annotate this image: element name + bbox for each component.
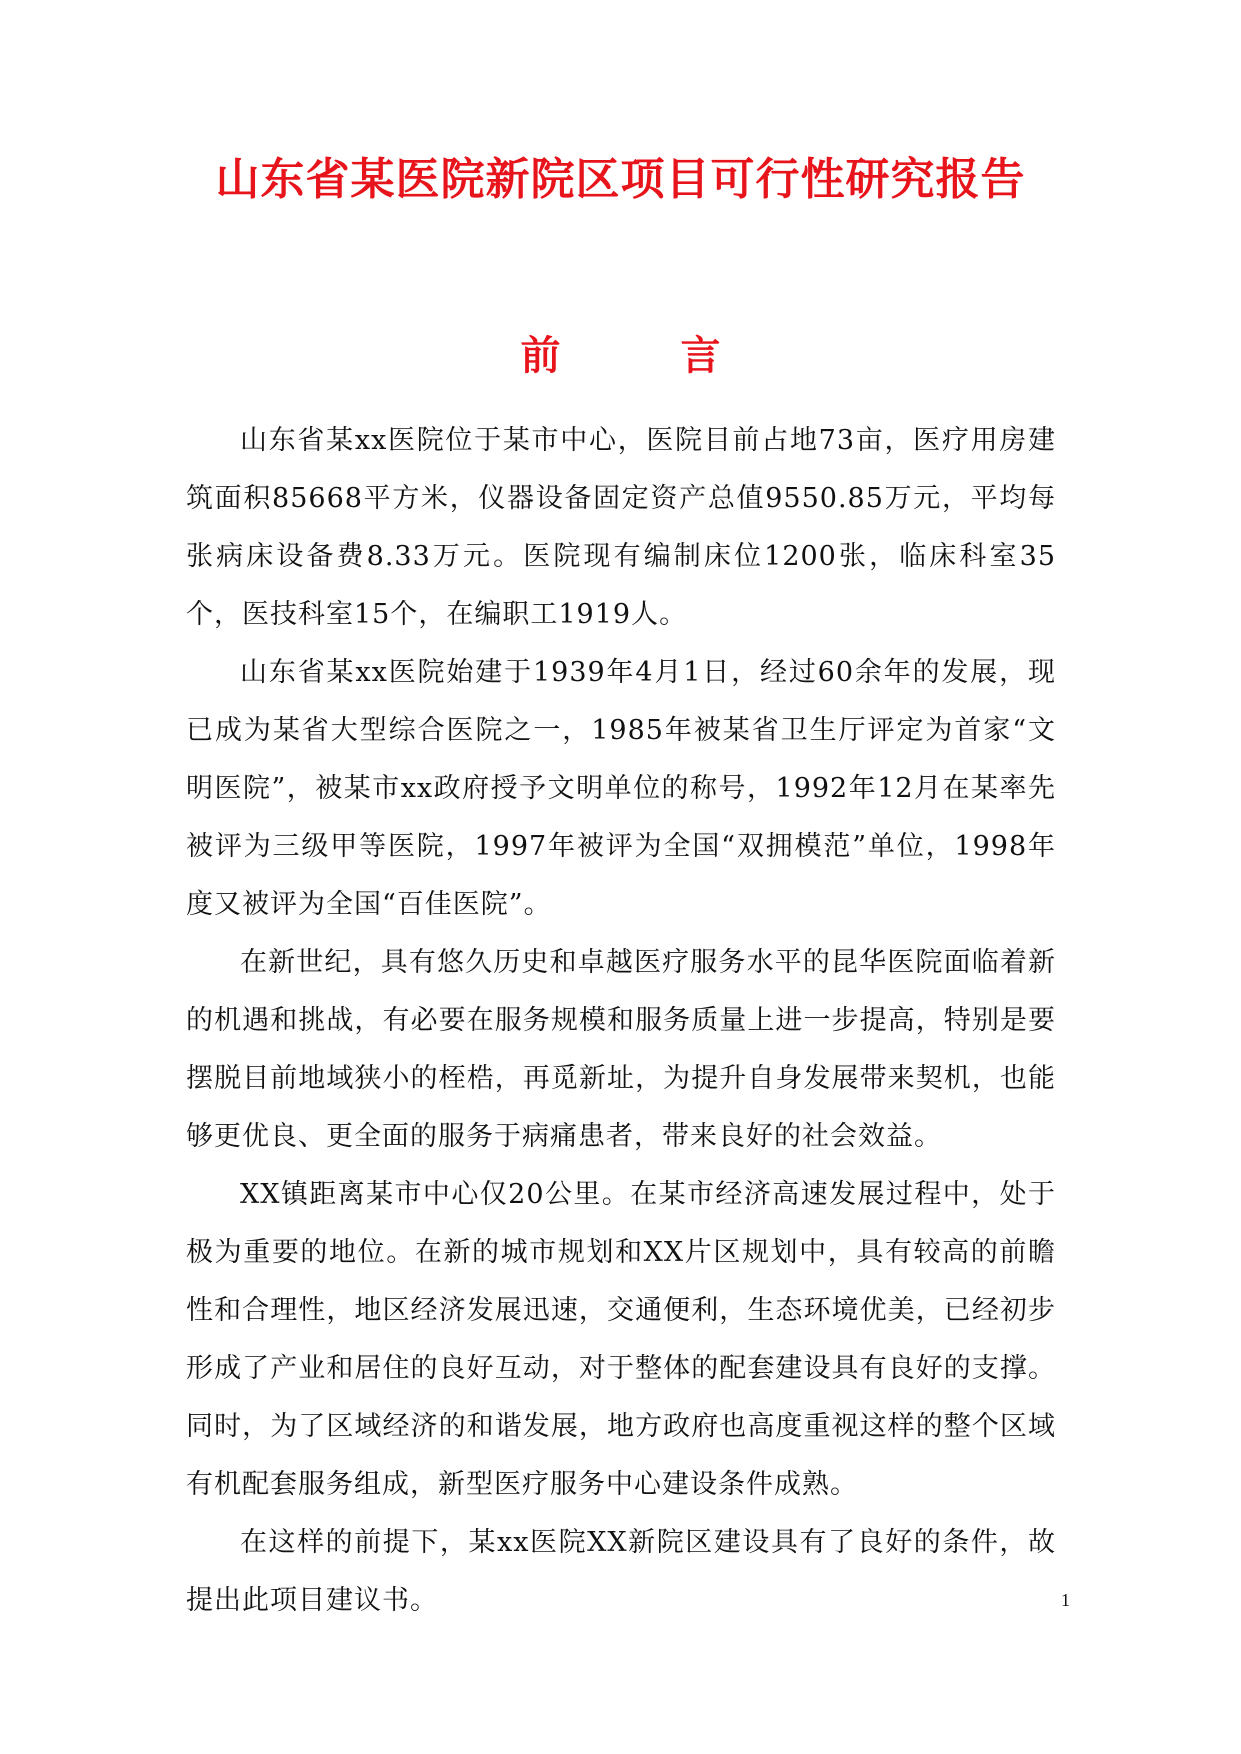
section-heading-preface: 前 言: [520, 332, 721, 379]
document-title: 山东省某医院新院区项目可行性研究报告: [215, 154, 1026, 205]
page-number: 1: [1061, 1590, 1070, 1610]
document-body: [186, 412, 1056, 1630]
paragraph-4: XX镇距离某市中心仅20公里。在某市经济高速发展过程中，处于极为重要的地位。在新的城市规划和XX片区规划中，具有较高的前瞻性和合理性，地区经济发展迅速，交通便利，生态环境优美，已经初步形成了产业和居住的良好互动，对于整体的配套建设具有良好的支撑。同时，为了区域经济的和谐发展，地方政府也高度重视这样的整个区域有机配套服务组成，新型医疗服务中心建设条件成熟。: [186, 1179, 1056, 1500]
paragraph-5: 在这样的前提下，某xx医院XX新院区建设具有了良好的条件，故提出此项目建议书。: [186, 1527, 1056, 1616]
paragraph-2: 山东省某xx医院始建于1939年4月1日，经过60余年的发展，现已成为某省大型综合医院之一，1985年被某省卫生厅评定为首家“文明医院”，被某市xx政府授予文明单位的称号，1992年12月在某率先被评为三级甲等医院，1997年被评为全国“双拥模范”单位，1998年度又被评为全国“百佳医院”。: [186, 657, 1056, 920]
paragraph-3: 在新世纪，具有悠久历史和卓越医疗服务水平的昆华医院面临着新的机遇和挑战，有必要在服务规模和服务质量上进一步提高，特别是要摆脱目前地域狭小的桎梏，再觅新址，为提升自身发展带来契机，也能够更优良、更全面的服务于病痛患者，带来良好的社会效益。: [186, 947, 1056, 1152]
paragraph-1: 山东省某xx医院位于某市中心，医院目前占地73亩，医疗用房建筑面积85668平方米，仪器设备固定资产总值9550.85万元，平均每张病床设备费8.33万元。医院现有编制床位1200张，临床科室35个，医技科室15个，在编职工1919人。: [186, 425, 1056, 630]
